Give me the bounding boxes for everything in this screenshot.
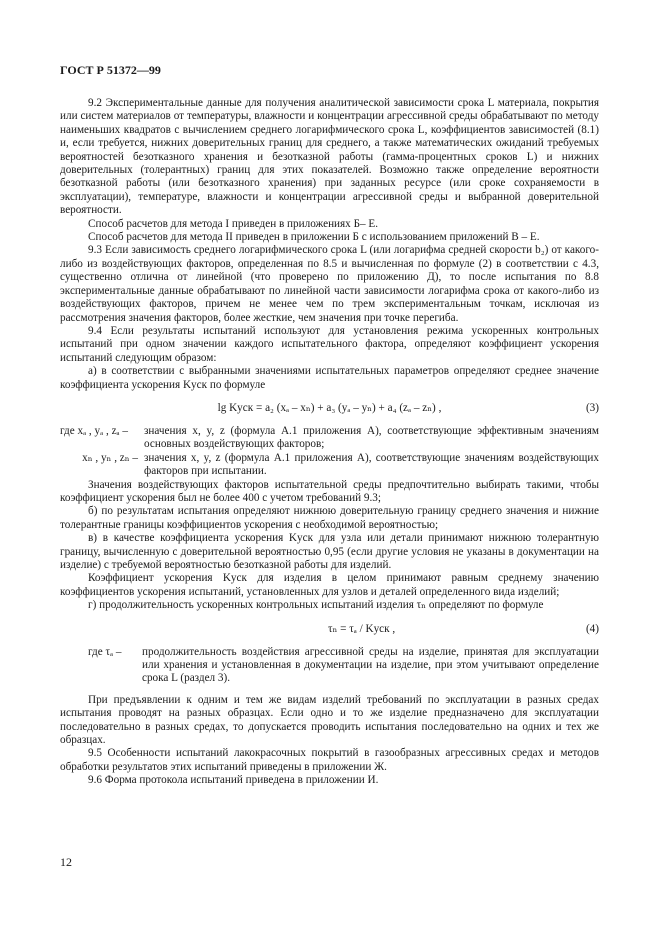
formula-4 [60,621,599,637]
where-1-symbols: где xₐ , yₐ , zₐ – [60,424,128,437]
formula-3 [60,400,599,416]
where-definition-2 [60,452,599,479]
where-3-symbols: где τₐ – [88,645,122,658]
where-2-symbols: xₙ , yₙ , zₙ – [82,451,138,464]
document-header: ГОСТ Р 51372—99 [60,63,161,77]
formula-3-number: (3) [585,401,599,414]
item-b: б) по результатам испытания определяют нижнюю доверительную границу среднего значения и нижние толерантные границы коэффициентов ускорения с необходимой вероятностью; [60,505,599,531]
method-2-note: Способ расчетов для метода II приведен в приложении Б с использованием приложений В – Е. [88,231,540,244]
where-definition-3 [60,646,599,686]
page-number: 12 [60,855,72,869]
section-9-4-intro: 9.4 Если результаты испытаний используют для установления режима ускоренных контрольных испытаний при одном значении каждого испытательного фактора, определяют коэффициент ускорения испытаний следующим образом: [60,324,599,364]
samples-note: При предъявлении к одним и тем же видам изделий требований по эксплуатации в разных средах испытания проводят на разных образцах. Если одно и то же изделие предназначено для эксплуатации последовательно в разных средах, то допускается проводить испытания последовательно на одних и тех же образцах. [60,693,599,747]
section-9-6-paragraph: 9.6 Форма протокола испытаний приведена в приложении И. [88,774,379,787]
section-9-3-paragraph: 9.3 Если зависимость среднего логарифмического срока L (или логарифма средней скорости b₂) от какого-либо из воздействующих факторов, определенная по 8.5 и вычисленная по формуле (2) в соответствии с 4.3, существенно отлична от линейной (что проверено по приложению Д), то после испытания по 8.8 экспериментальные данные обрабатывают по линейной части зависимости логарифма срока от какого-либо из воздействующих факторов, причем не менее чем по трем экспериментальным точкам, исключая из рассмотрения значения факторов, более жесткие, чем значения при точке перегиба. [60,244,599,324]
factors-note: Значения воздействующих факторов испытательной среды предпочтительно выбирать такими, чтобы коэффициент ускорения был не более 400 с учетом требований 9.3; [60,478,599,504]
item-v: в) в качестве коэффициента ускорения Kуск для узла или детали принимают нижнюю толерантную границу, вычисленную с доверительной вероятностью 0,95 (если другие условия не указаны в документации на изделие) с требуемой вероятностью безотказной работы для изделий. [60,532,599,571]
formula-3-expression: lg Kуск = a₂ (xₐ – xₙ) + a₃ (yₐ – yₙ) + a₄ (zₐ – zₙ) , [217,401,442,414]
section-9-2-paragraph: 9.2 Экспериментальные данные для получения аналитической зависимости срока L материала, покрытия или систем материалов от температуры, влажности и концентрации агрессивной среды обрабатывают по методу наименьших квадратов с вычислением среднего логарифмического срока L, коэффициентов зависимостей (8.1) и, если требуется, нижних доверительных границ для среднего, а также математических ожиданий требуемых вероятностей безотказного хранения и безотказной работы (гамма-процентных сроков L) и нижних доверительных (толерантных) границ для этих показателей. Возможно также определение вероятности безотказной работы (или безотказного хранения) при заданных ресурсе (или сроке сохраняемости в эксплуатации), температуре, влажности и концентрации агрессивной среды и выбранной доверительной вероятности. [60,97,599,217]
formula-4-number: (4) [585,622,599,635]
spacer [60,686,599,694]
where-1-text: значения x, y, z (формула А.1 приложения А), соответствующие эффективным значениям основных воздействующих факторов; [144,424,599,451]
item-g: г) продолжительность ускоренных контрольных испытаний изделия τₙ определяют по формуле [88,599,544,612]
item-a: а) в соответствии с выбранными значениями испытательных параметров определяют среднее значение коэффициента ускорения Kуск по формуле [60,365,599,391]
where-2-text: значения x, y, z (формула А.1 приложения А), соответствующие значениям воздействующих факторов при испытании. [144,451,599,478]
where-3-text: продолжительность воздействия агрессивной среды на изделие, принятая для эксплуатации или хранения и установленная в документации на изделие, при этом учитывают определение срока L (раздел 3). [142,645,599,685]
coefficient-note: Коэффициент ускорения Kуск для изделия в целом принимают равным среднему значению коэффициентов ускорения испытаний, установленных для узлов и деталей определенного вида изделий; [60,572,599,598]
method-1-note: Способ расчетов для метода I приведен в приложениях Б– Е. [88,217,379,230]
section-9-5-paragraph: 9.5 Особенности испытаний лакокрасочных покрытий в газообразных агрессивных средах и методов обработки результатов этих испытаний приведены в приложении Ж. [60,747,599,773]
where-definition-1 [60,425,599,452]
formula-4-expression: τₙ = τₐ / Kуск , [328,622,396,635]
document-body [60,97,599,788]
